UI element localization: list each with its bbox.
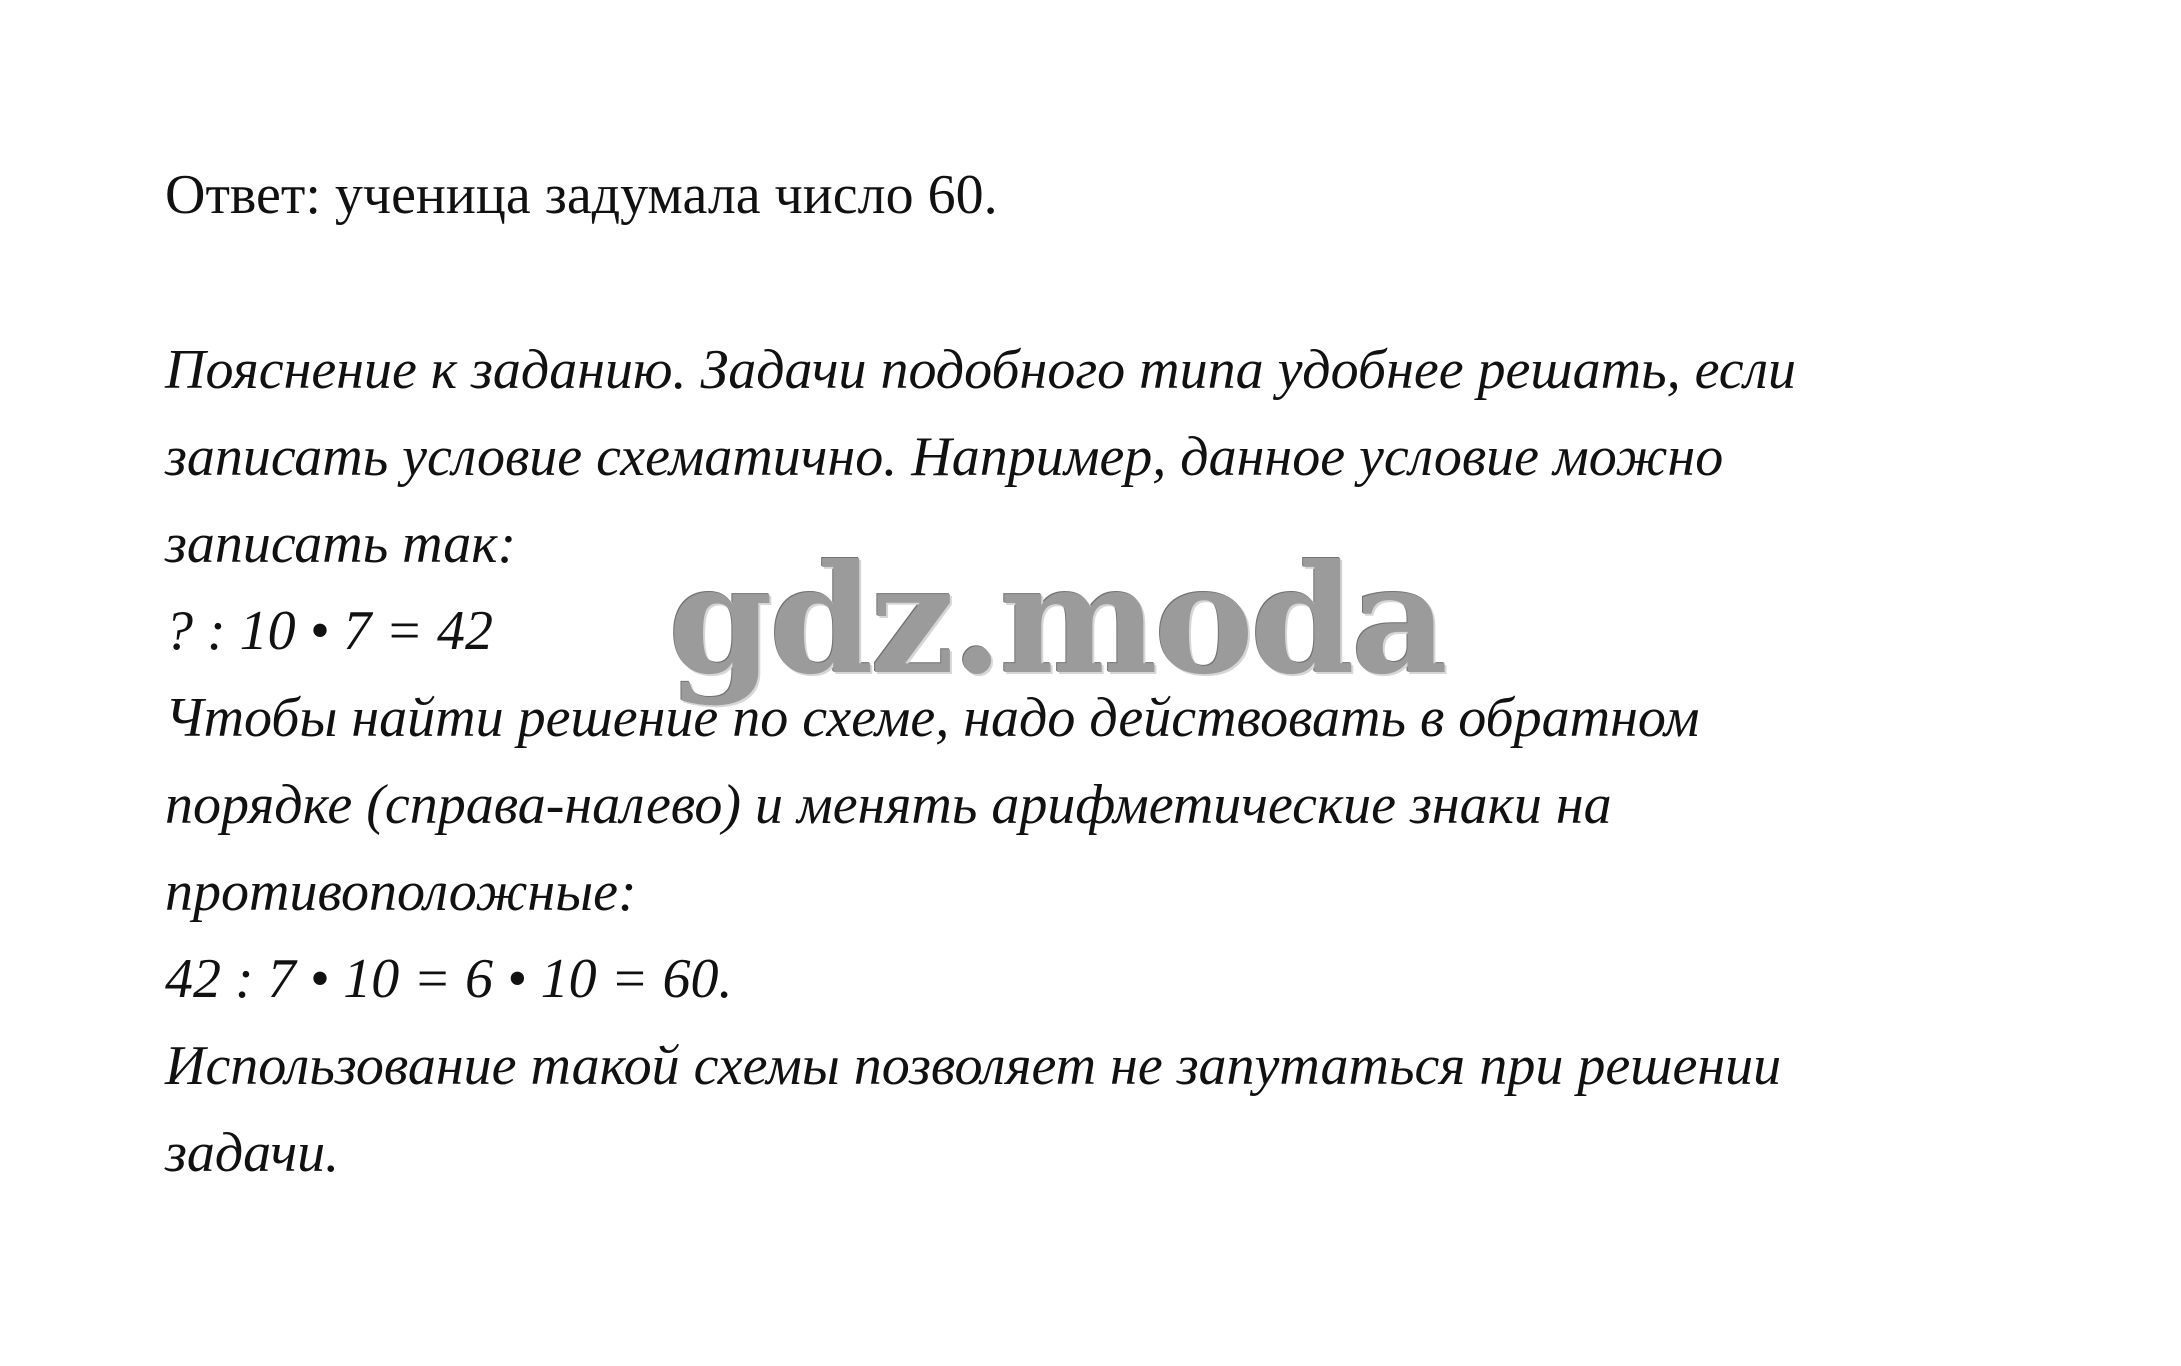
- explanation-line: задачи.: [165, 1122, 340, 1184]
- explanation-line: противоположные:: [165, 861, 637, 923]
- explanation-line: порядке (справа-налево) и менять арифметические знаки на: [165, 774, 1612, 836]
- explanation-line: Использование такой схемы позволяет не запутаться при решении: [165, 1035, 1782, 1097]
- scheme-formula: ? : 10 • 7 = 42: [165, 600, 494, 662]
- explanation-line: Пояснение к заданию. Задачи подобного типа удобнее решать, если: [165, 339, 1796, 401]
- solution-formula: 42 : 7 • 10 = 6 • 10 = 60.: [165, 948, 733, 1010]
- watermark-logo: gdz.moda: [668, 532, 1445, 708]
- explanation-block: [165, 327, 2065, 1197]
- explanation-line: Чтобы найти решение по схеме, надо действовать в обратном: [165, 687, 1700, 749]
- answer-text: Ответ: ученица задумала число 60.: [165, 164, 998, 226]
- explanation-line: записать условие схематично. Например, данное условие можно: [165, 426, 1724, 488]
- explanation-line: записать так:: [165, 513, 517, 575]
